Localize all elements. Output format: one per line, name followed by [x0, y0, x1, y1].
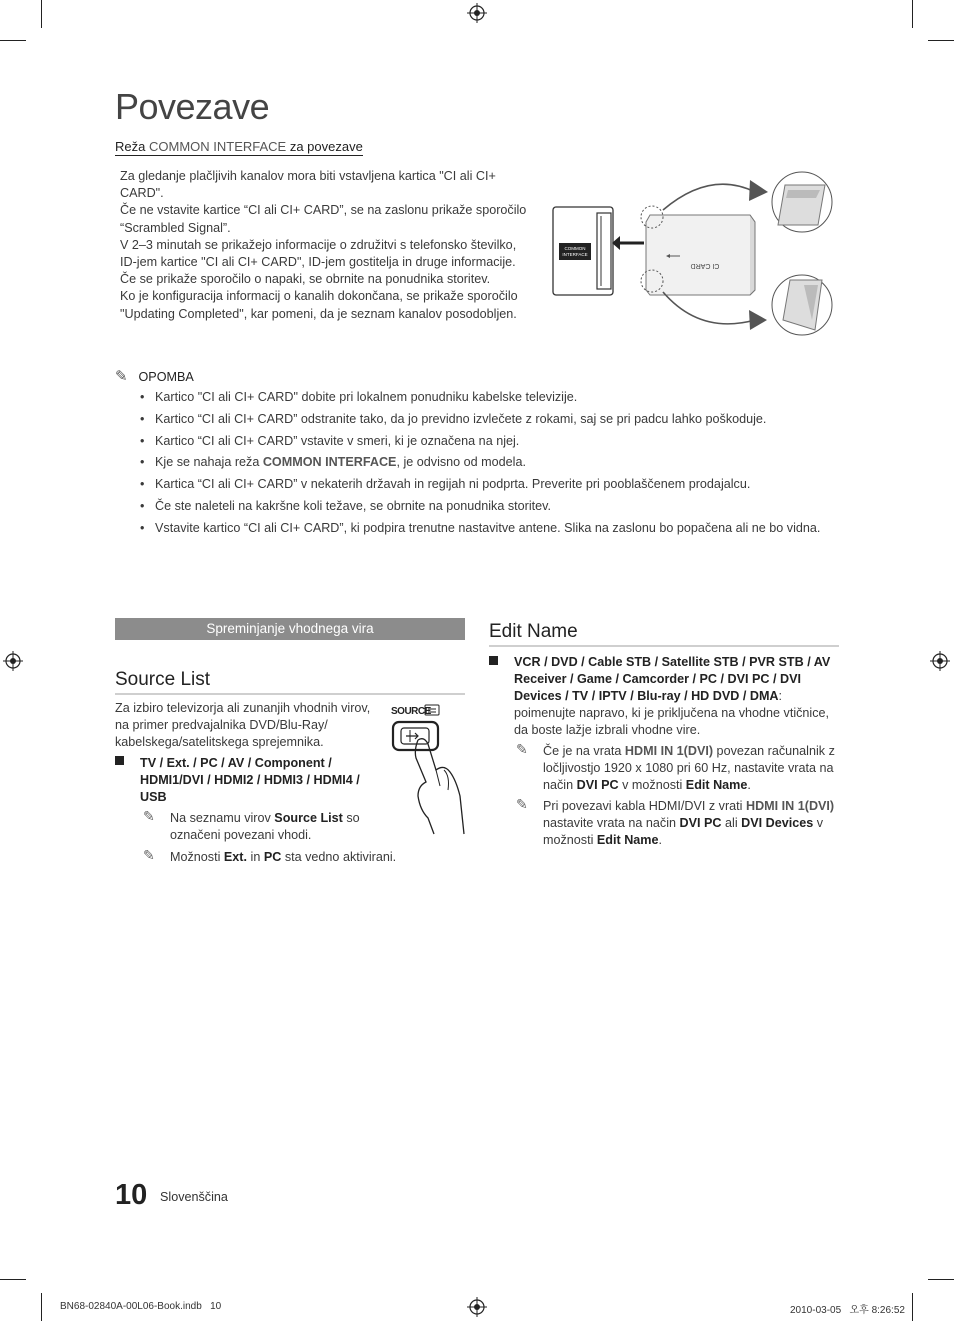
crop-mark: [912, 0, 913, 28]
print-footer-file: BN68-02840A-00L06-Book.indb 10: [60, 1301, 222, 1312]
page-number: 10: [115, 1179, 148, 1211]
crop-mark: [0, 40, 26, 41]
device-list: VCR / DVD / Cable STB / Satellite STB / PVR STB / AV Receiver / Game / Camcorder / PC / DVI PC / DVI Devices / TV / IPTV / Blu-ray / HD DVD / DMA: [514, 655, 831, 703]
note-keyword: Ext.: [223, 850, 248, 864]
note-text: so označeni povezani vhodi.: [170, 811, 360, 842]
square-bullet-icon: [115, 756, 124, 765]
page-title: Povezave: [115, 86, 270, 127]
edit-name-options: [514, 654, 839, 739]
note-text: in: [247, 850, 264, 864]
edit-name-description: : poimenujte napravo, ki je priključena na vhodne vtičnice, da boste lažje izbrali vhodne vire.: [514, 689, 830, 737]
list-item: • Kartico "CI ali CI+ CARD" dobite pri lokalnem ponudniku kabelske televizije.: [140, 389, 830, 406]
source-list-note: [170, 849, 430, 866]
ci-paragraph: V 2–3 minutah se prikažejo informacije o združitvi s telefonsko številko, ID-jem kartice "CI ali CI+ CARD", ID-jem gostitelja in druge informacije. Če se prikaže sporočilo o napaki, se obrnite na ponudnika storitev.: [120, 237, 517, 287]
pencil-note-icon: ✎: [143, 847, 155, 863]
list-item: • Kartico “CI ali CI+ CARD” vstavite v smeri, ki je označena na njej.: [140, 433, 830, 450]
note-text: .: [747, 778, 751, 792]
pencil-note-icon: ✎: [143, 808, 155, 824]
ci-note-list: [140, 389, 830, 542]
list-item: • Če ste naleteli na kakršne koli težave, se obrnite na ponudnika storitev.: [140, 498, 830, 515]
note-keyword: DVI PC: [679, 816, 722, 830]
pencil-note-icon: ✎: [516, 796, 528, 812]
page-language: Slovenščina: [160, 1190, 228, 1204]
print-footer-timestamp: 2010-03-05 오후 8:26:52: [790, 1305, 905, 1316]
card-label: CI CARD: [690, 262, 720, 269]
list-item: • Kartico “CI ali CI+ CARD” odstranite tako, da jo previdno izvlečete z rokami, saj se pri padcu lahko poškoduje.: [140, 411, 830, 428]
ci-heading-post: za povezave: [289, 139, 363, 154]
edit-name-note: [543, 798, 843, 849]
crop-mark: [41, 0, 42, 28]
note-text: Pri povezavi kabla HDMI/DVI z vrati: [543, 799, 746, 813]
section-title-bar: Spreminjanje vhodnega vira: [115, 618, 465, 640]
note-keyword: Edit Name: [685, 778, 748, 792]
ci-card-illustration: [550, 170, 840, 340]
source-list-description: Za izbiro televizorja ali zunanjih vhodnih virov, na primer predvajalnika DVD/Blu-Ray/ kabelskega/satelitskega sprejemnika.: [115, 701, 371, 749]
note-label: OPOMBA: [138, 370, 194, 384]
bullet-text: Kje se nahaja reža: [155, 455, 263, 470]
crop-mark: [41, 1293, 42, 1321]
edit-name-note: [543, 743, 843, 794]
note-keyword: Edit Name: [596, 833, 659, 847]
note-text: ali: [721, 816, 742, 830]
edit-name-title: Edit Name: [489, 621, 839, 647]
source-button-hand-illustration: [388, 700, 466, 835]
crop-mark: [912, 1293, 913, 1321]
note-text: Na seznamu virov: [170, 811, 275, 825]
bullet-text: , je odvisno od modela.: [396, 455, 526, 470]
crop-mark: [928, 40, 954, 41]
registration-mark-icon: [3, 651, 23, 671]
ci-paragraph: Za gledanje plačljivih kanalov mora biti vstavljena kartica "CI ali CI+ CARD".: [120, 169, 496, 201]
registration-mark-icon: [467, 1297, 487, 1317]
note-keyword: HDMI IN 1(DVI): [624, 744, 714, 758]
source-list-options: TV / Ext. / PC / AV / Component / HDMI1/DVI / HDMI2 / HDMI3 / HDMI4 / USB: [140, 756, 360, 804]
source-list-note: [170, 810, 385, 844]
note-text: Če je na vrata: [543, 744, 625, 758]
note-keyword: HDMI IN 1(DVI): [745, 799, 835, 813]
source-list-title: Source List: [115, 669, 465, 695]
registration-mark-icon: [467, 3, 487, 23]
note-keyword: DVI Devices: [741, 816, 814, 830]
slot-label-line1: COMMON: [564, 246, 586, 251]
note-text: v možnosti: [618, 778, 686, 792]
square-bullet-icon: [489, 656, 498, 665]
ci-heading-keyword: COMMON INTERFACE: [148, 139, 287, 154]
pencil-note-icon: ✎: [516, 741, 528, 757]
registration-mark-icon: [930, 651, 950, 671]
list-item: • Kartica “CI ali CI+ CARD” v nekaterih državah in regijah ni podprta. Preverite pri pooblaščenem prodajalcu.: [140, 476, 830, 493]
pencil-note-icon: ✎: [115, 368, 128, 385]
note-keyword: Source List: [274, 811, 343, 825]
note-text: .: [658, 833, 662, 847]
note-text: sta vedno aktivirani.: [281, 850, 397, 864]
note-text: v možnosti: [543, 816, 824, 847]
list-item: • Vstavite kartico “CI ali CI+ CARD”, ki podpira trenutne nastavitve antene. Slika na zaslonu bo popačena ali ne bo vidna.: [140, 520, 830, 537]
ci-paragraph: Če ne vstavite kartice “CI ali CI+ CARD”, se na zaslonu prikaže sporočilo “Scrambled Signal”.: [120, 203, 527, 235]
note-heading: [115, 367, 194, 385]
slot-label-line2: INTERFACE: [562, 252, 588, 257]
ci-intro-text: [120, 168, 535, 323]
list-item: [140, 454, 830, 471]
note-text: nastavite vrata na način: [543, 816, 680, 830]
ci-paragraph: Ko je konfiguracija informacij o kanalih dokončana, se prikaže sporočilo "Updating Completed", kar pomeni, da je seznam kanalov posodobljen.: [120, 289, 518, 321]
source-button-label: SOURCE: [391, 706, 431, 717]
ci-heading-pre: Reža: [115, 139, 146, 154]
ci-section-heading: [115, 139, 363, 156]
note-text: Možnosti: [170, 850, 224, 864]
note-keyword: DVI PC: [576, 778, 619, 792]
bullet-keyword: COMMON INTERFACE: [262, 455, 397, 470]
note-keyword: PC: [263, 850, 282, 864]
note-text: povezan računalnik z ločljivostjo 1920 x 1080 pri 60 Hz, nastavite vrata na način: [543, 744, 835, 792]
crop-mark: [928, 1279, 954, 1280]
crop-mark: [0, 1279, 26, 1280]
